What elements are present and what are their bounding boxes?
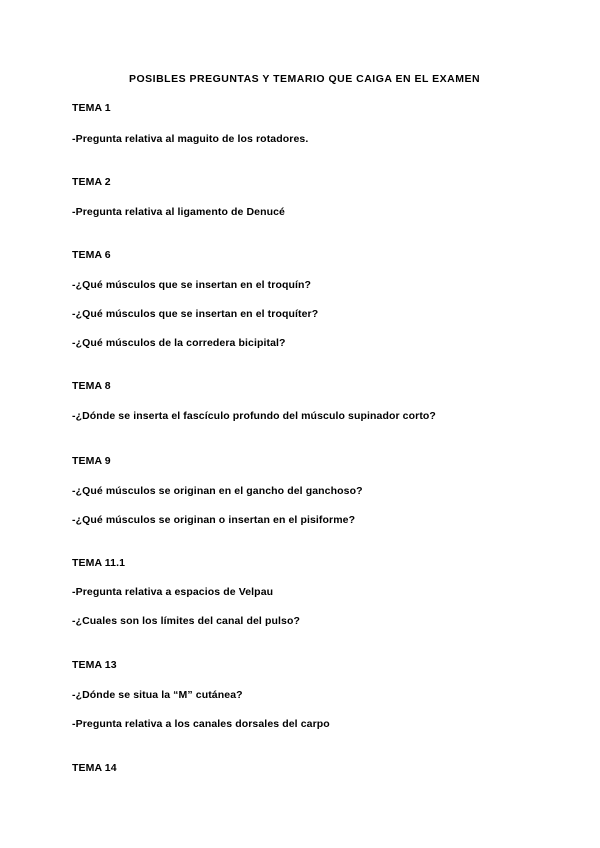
question-item: -¿Qué músculos de la corredera bicipital? [72, 337, 286, 349]
section-heading-tema-8: TEMA 8 [72, 380, 111, 392]
question-item: -¿Qué músculos que se insertan en el troquíter? [72, 308, 319, 320]
section-heading-tema-14: TEMA 14 [72, 762, 117, 774]
question-item: -¿Dónde se situa la “M” cutánea? [72, 689, 243, 701]
question-item: -¿Cuales son los límites del canal del pulso? [72, 615, 300, 627]
question-item: -Pregunta relativa al ligamento de Denucé [72, 206, 285, 218]
section-heading-tema-11-1: TEMA 11.1 [72, 557, 126, 569]
section-heading-tema-9: TEMA 9 [72, 455, 111, 467]
question-item: -Pregunta relativa a los canales dorsales del carpo [72, 718, 330, 730]
document-title: POSIBLES PREGUNTAS Y TEMARIO QUE CAIGA EN EL EXAMEN [129, 73, 481, 85]
question-item: -Pregunta relativa al maguito de los rotadores. [72, 133, 309, 145]
question-item: -¿Qué músculos que se insertan en el troquín? [72, 279, 312, 291]
section-heading-tema-1: TEMA 1 [72, 102, 111, 114]
section-heading-tema-6: TEMA 6 [72, 249, 111, 261]
question-item: -Pregunta relativa a espacios de Velpau [72, 586, 274, 598]
section-heading-tema-2: TEMA 2 [72, 176, 111, 188]
question-item: -¿Qué músculos se originan o insertan en el pisiforme? [72, 514, 356, 526]
question-item: -¿Dónde se inserta el fascículo profundo del músculo supinador corto? [72, 410, 436, 422]
section-heading-tema-13: TEMA 13 [72, 659, 117, 671]
question-item: -¿Qué músculos se originan en el gancho del ganchoso? [72, 485, 363, 497]
